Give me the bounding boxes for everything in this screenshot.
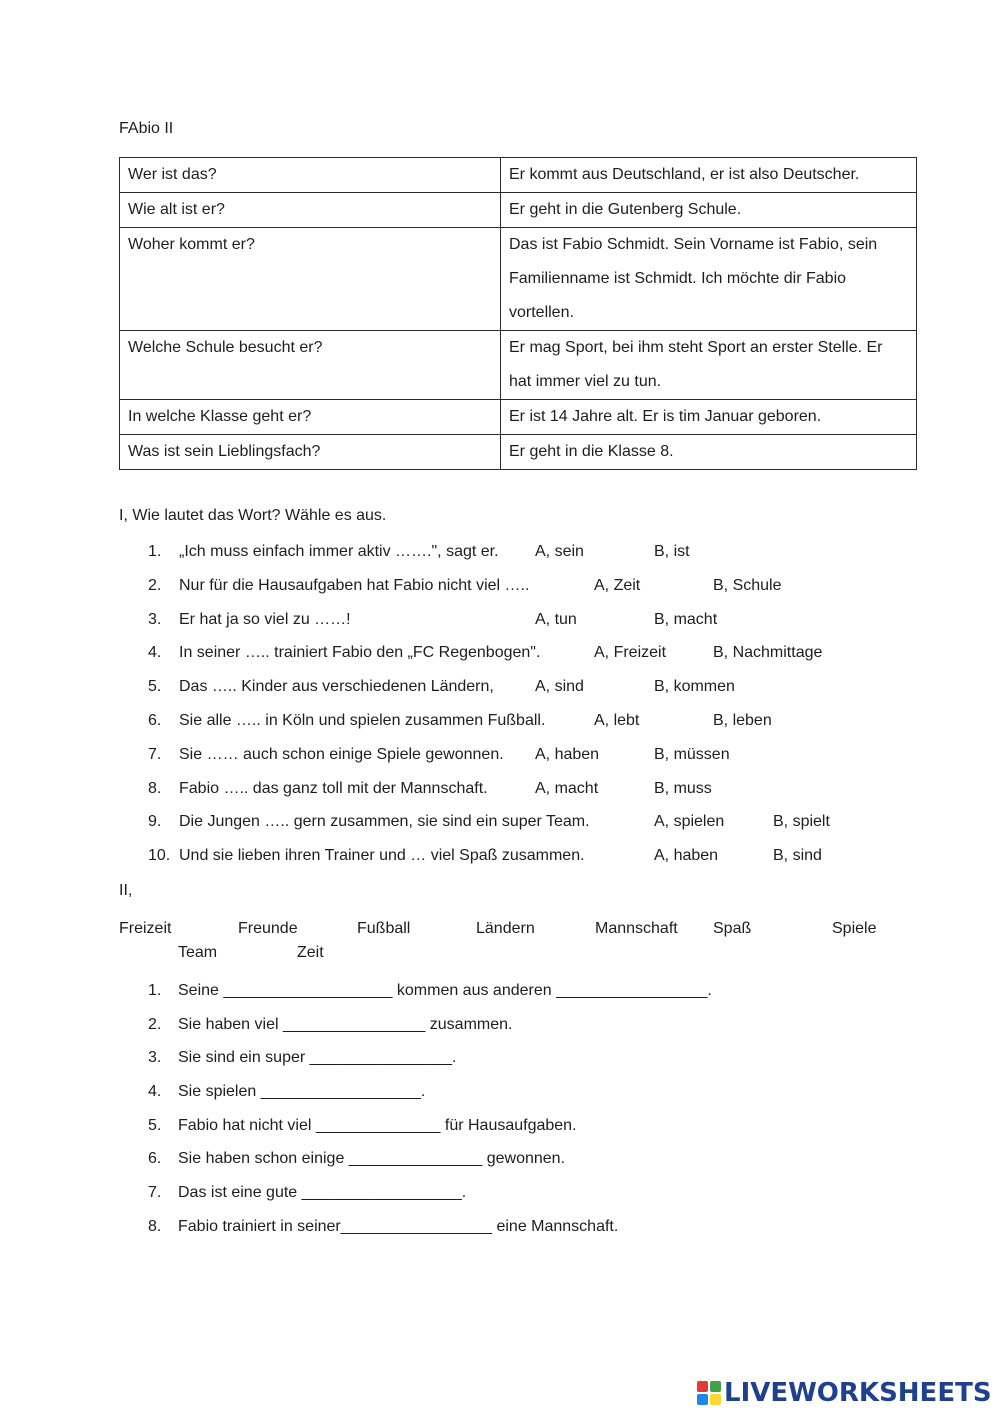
liveworksheets-logo [697,1378,992,1408]
table-cell-question: Wer ist das? [120,158,501,193]
list-item [0,1076,1000,1110]
item-number: 3. [148,610,162,628]
list-item [0,773,1000,807]
table-row [120,435,917,470]
table-cell-answer: Er geht in die Klasse 8. [501,435,917,470]
option-b[interactable]: B, sind [773,847,822,865]
item-number: 8. [148,779,162,797]
option-b[interactable]: B, müssen [654,745,730,763]
list-item [0,536,1000,570]
option-b[interactable]: B, spielt [773,813,830,831]
page-title: FAbio II [119,120,174,137]
option-a[interactable]: A, Zeit [594,576,641,594]
fill-in-sentence[interactable]: Seine ___________________ kommen aus anderen _________________. [178,982,712,999]
item-number: 5. [148,678,162,696]
word-bank-item[interactable]: Fußball [357,920,411,937]
logo-square [697,1381,708,1392]
table-cell-question: Was ist sein Lieblingsfach? [120,435,501,470]
item-sentence: Die Jungen ….. gern zusammen, sie sind ein super Team. [179,813,590,831]
item-number: 10. [148,847,171,865]
option-a[interactable]: A, spielen [654,813,725,831]
table-row [120,400,917,435]
item-sentence: „Ich muss einfach immer aktiv …….", sagt er. [179,543,499,560]
list-item [0,604,1000,638]
fill-in-list [0,975,1000,1245]
section-1-heading: I, Wie lautet das Wort? Wähle es aus. [119,507,387,524]
item-number: 1. [148,982,162,999]
list-item [0,1177,1000,1211]
option-a[interactable]: A, sein [535,543,584,560]
list-item [0,840,1000,874]
item-sentence: Er hat ja so viel zu ……! [179,610,351,628]
logo-square [710,1381,721,1392]
item-number: 7. [148,745,162,763]
table-cell-answer: Das ist Fabio Schmidt. Sein Vorname ist Fabio, sein Familienname ist Schmidt. Ich möchte dir Fabio vortellen. [501,228,917,331]
item-number: 7. [148,1184,162,1202]
item-number: 3. [148,1049,162,1067]
list-item [0,739,1000,773]
list-item [0,570,1000,604]
word-bank-item[interactable]: Team [178,944,218,961]
item-number: 9. [148,813,162,831]
word-bank-item[interactable]: Spiele [832,920,877,937]
option-b[interactable]: B, kommen [654,678,735,696]
item-sentence: Sie …… auch schon einige Spiele gewonnen. [179,745,504,763]
list-item [0,1143,1000,1177]
word-bank-item[interactable]: Freunde [238,920,298,937]
fill-in-sentence[interactable]: Sie spielen __________________. [178,1083,426,1101]
option-a[interactable]: A, macht [535,779,599,797]
item-number: 2. [148,1015,162,1033]
item-number: 6. [148,711,162,729]
item-sentence: In seiner ….. trainiert Fabio den „FC Regenbogen". [179,644,541,662]
list-item [0,1042,1000,1076]
question-answer-table [119,157,917,470]
table-cell-question: Woher kommt er? [120,228,501,331]
option-b[interactable]: B, muss [654,779,712,797]
word-bank-item[interactable]: Mannschaft [595,920,678,937]
logo-text: LIVEWORKSHEETS [724,1378,992,1408]
multiple-choice-list [0,536,1000,874]
item-sentence: Nur für die Hausaufgaben hat Fabio nicht viel ….. [179,576,530,594]
table-row [120,193,917,228]
list-item [0,975,1000,1009]
logo-square [710,1394,721,1405]
option-a[interactable]: A, tun [535,610,577,628]
option-a[interactable]: A, haben [535,745,600,763]
table-cell-question: Wie alt ist er? [120,193,501,228]
word-bank-item[interactable]: Zeit [297,944,324,961]
option-b[interactable]: B, leben [713,711,772,729]
table-cell-answer: Er mag Sport, bei ihm steht Sport an erster Stelle. Er hat immer viel zu tun. [501,331,917,400]
item-number: 4. [148,1083,162,1101]
item-number: 5. [148,1116,162,1134]
fill-in-sentence[interactable]: Sie haben viel ________________ zusammen. [178,1015,513,1033]
option-a[interactable]: A, Freizeit [594,644,667,662]
table-cell-question: Welche Schule besucht er? [120,331,501,400]
table-cell-question: In welche Klasse geht er? [120,400,501,435]
list-item [0,1110,1000,1144]
list-item [0,806,1000,840]
option-b[interactable]: B, macht [654,610,718,628]
section-2-heading: II, [119,882,133,899]
table-cell-answer: Er ist 14 Jahre alt. Er is tim Januar geboren. [501,400,917,435]
item-number: 6. [148,1150,162,1168]
item-sentence: Und sie lieben ihren Trainer und … viel Spaß zusammen. [179,847,585,865]
list-item [0,1009,1000,1043]
table-row [120,228,917,331]
option-a[interactable]: A, sind [535,678,584,696]
fill-in-sentence[interactable]: Sie sind ein super ________________. [178,1049,457,1067]
list-item [0,1211,1000,1245]
option-a[interactable]: A, haben [654,847,719,865]
item-number: 2. [148,576,162,594]
list-item [0,705,1000,739]
option-b[interactable]: B, ist [654,543,690,560]
item-sentence: Sie alle ….. in Köln und spielen zusammen Fußball. [179,711,546,729]
logo-square [697,1394,708,1405]
item-number: 8. [148,1217,162,1235]
list-item [0,637,1000,671]
option-b[interactable]: B, Schule [713,576,782,594]
list-item [0,671,1000,705]
item-number: 4. [148,644,162,662]
option-a[interactable]: A, lebt [594,711,640,729]
fill-in-sentence[interactable]: Das ist eine gute __________________. [178,1184,467,1202]
table-cell-answer: Er kommt aus Deutschland, er ist also Deutscher. [501,158,917,193]
word-bank-item[interactable]: Spaß [713,920,752,937]
fill-in-sentence[interactable]: Fabio hat nicht viel ______________ für Hausaufgaben. [178,1116,577,1134]
table-row [120,158,917,193]
table-cell-answer: Er geht in die Gutenberg Schule. [501,193,917,228]
word-bank-item[interactable]: Ländern [476,920,535,937]
word-bank [0,920,1000,970]
item-number: 1. [148,543,162,560]
table-row [120,331,917,400]
option-b[interactable]: B, Nachmittage [713,644,823,662]
logo-mark-icon [697,1381,721,1405]
fill-in-sentence[interactable]: Sie haben schon einige _______________ gewonnen. [178,1150,566,1168]
item-sentence: Das ….. Kinder aus verschiedenen Ländern, [179,678,494,696]
word-bank-item[interactable]: Freizeit [119,920,172,937]
fill-in-sentence[interactable]: Fabio trainiert in seiner_________________ eine Mannschaft. [178,1217,619,1235]
item-sentence: Fabio ….. das ganz toll mit der Mannschaft. [179,779,488,797]
